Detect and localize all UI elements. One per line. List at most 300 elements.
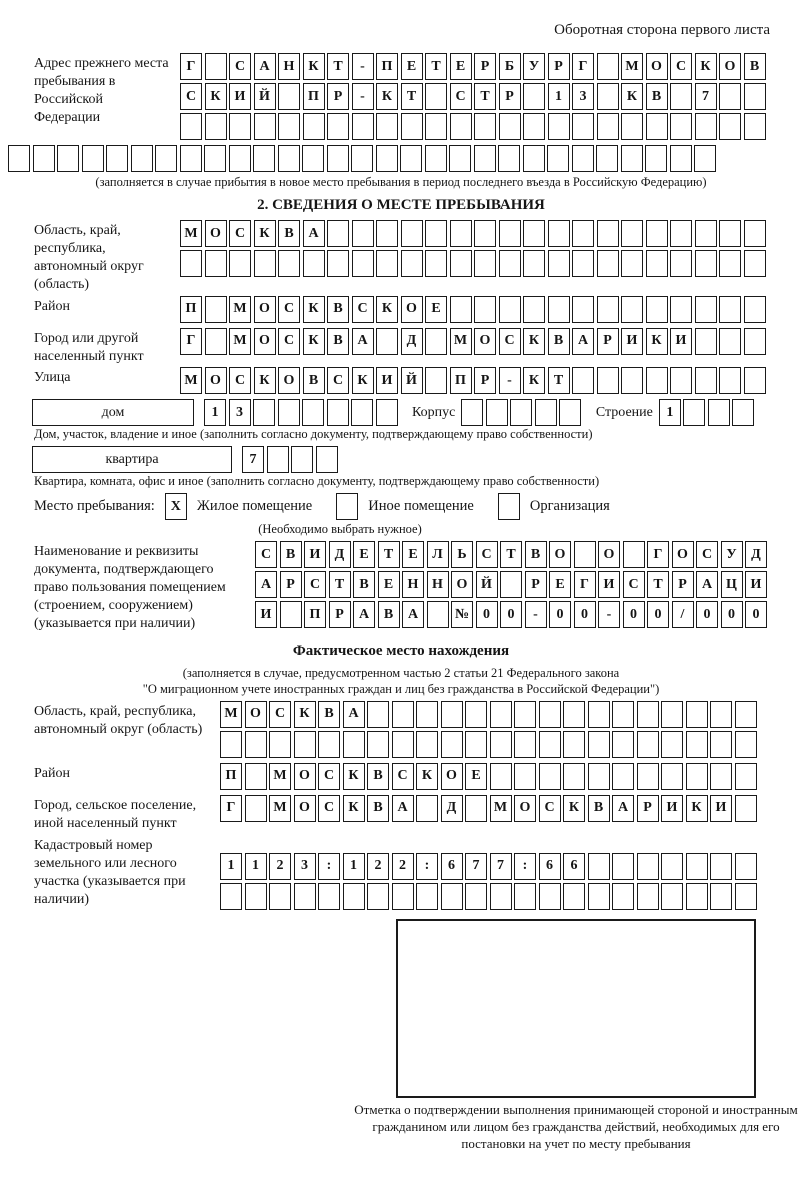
char-box[interactable] <box>686 853 708 880</box>
char-box[interactable]: 1 <box>204 399 226 426</box>
char-box[interactable]: К <box>523 367 545 394</box>
char-box[interactable] <box>563 701 585 728</box>
char-box[interactable]: М <box>220 701 242 728</box>
char-box[interactable]: 0 <box>476 601 498 628</box>
char-box[interactable]: А <box>402 601 424 628</box>
char-box[interactable] <box>588 701 610 728</box>
char-box[interactable] <box>623 541 645 568</box>
char-box[interactable] <box>376 328 398 355</box>
char-box[interactable] <box>318 883 340 910</box>
char-box[interactable]: О <box>598 541 620 568</box>
char-box[interactable]: К <box>646 328 668 355</box>
char-box[interactable] <box>523 220 545 247</box>
char-box[interactable]: 7 <box>490 853 512 880</box>
char-box[interactable]: : <box>514 853 536 880</box>
char-box[interactable]: : <box>318 853 340 880</box>
char-box[interactable]: Й <box>476 571 498 598</box>
char-box[interactable] <box>539 731 561 758</box>
char-box[interactable]: / <box>672 601 694 628</box>
char-box[interactable] <box>645 145 667 172</box>
char-box[interactable]: Е <box>378 571 400 598</box>
char-box[interactable] <box>401 250 423 277</box>
char-box[interactable] <box>155 145 177 172</box>
char-box[interactable]: А <box>352 328 374 355</box>
char-box[interactable]: К <box>376 83 398 110</box>
char-box[interactable]: К <box>376 296 398 323</box>
char-box[interactable] <box>205 296 227 323</box>
char-box[interactable]: И <box>670 328 692 355</box>
char-box[interactable]: О <box>294 763 316 790</box>
char-box[interactable]: К <box>416 763 438 790</box>
char-box[interactable]: - <box>352 53 374 80</box>
char-box[interactable] <box>450 250 472 277</box>
char-box[interactable]: П <box>220 763 242 790</box>
char-box[interactable] <box>351 145 373 172</box>
char-box[interactable]: В <box>588 795 610 822</box>
char-box[interactable]: О <box>719 53 741 80</box>
char-box[interactable] <box>302 145 324 172</box>
char-box[interactable] <box>535 399 557 426</box>
char-box[interactable] <box>695 296 717 323</box>
char-box[interactable]: Д <box>329 541 351 568</box>
char-box[interactable] <box>637 731 659 758</box>
char-box[interactable] <box>278 83 300 110</box>
char-box[interactable]: 6 <box>563 853 585 880</box>
char-box[interactable] <box>392 701 414 728</box>
char-box[interactable]: В <box>367 763 389 790</box>
char-box[interactable] <box>670 250 692 277</box>
char-box[interactable] <box>646 296 668 323</box>
char-box[interactable] <box>572 296 594 323</box>
char-box[interactable] <box>588 883 610 910</box>
char-box[interactable]: В <box>646 83 668 110</box>
char-box[interactable]: Р <box>327 83 349 110</box>
char-box[interactable] <box>719 113 741 140</box>
char-box[interactable]: 3 <box>229 399 251 426</box>
char-box[interactable]: М <box>621 53 643 80</box>
char-box[interactable] <box>220 731 242 758</box>
char-box[interactable] <box>486 399 508 426</box>
char-box[interactable]: 0 <box>623 601 645 628</box>
char-box[interactable]: Е <box>401 53 423 80</box>
char-box[interactable] <box>278 399 300 426</box>
char-box[interactable] <box>597 220 619 247</box>
char-box[interactable] <box>367 731 389 758</box>
char-box[interactable]: В <box>378 601 400 628</box>
char-box[interactable] <box>416 795 438 822</box>
char-box[interactable] <box>316 446 338 473</box>
char-box[interactable]: 1 <box>245 853 267 880</box>
char-box[interactable] <box>352 113 374 140</box>
char-box[interactable]: С <box>255 541 277 568</box>
char-box[interactable] <box>646 367 668 394</box>
char-box[interactable]: Д <box>745 541 767 568</box>
char-box[interactable]: А <box>612 795 634 822</box>
char-box[interactable] <box>376 145 398 172</box>
char-box[interactable] <box>427 601 449 628</box>
char-box[interactable]: Р <box>329 601 351 628</box>
char-box[interactable] <box>514 883 536 910</box>
char-box[interactable]: М <box>269 763 291 790</box>
char-box[interactable] <box>376 113 398 140</box>
char-box[interactable] <box>563 731 585 758</box>
char-box[interactable] <box>180 250 202 277</box>
char-box[interactable]: У <box>523 53 545 80</box>
char-box[interactable] <box>686 883 708 910</box>
char-box[interactable] <box>499 296 521 323</box>
char-box[interactable]: К <box>303 328 325 355</box>
char-box[interactable]: 0 <box>696 601 718 628</box>
char-box[interactable] <box>245 883 267 910</box>
char-box[interactable] <box>416 731 438 758</box>
char-box[interactable]: О <box>278 367 300 394</box>
char-box[interactable]: Ц <box>721 571 743 598</box>
char-box[interactable]: С <box>318 795 340 822</box>
char-box[interactable]: И <box>376 367 398 394</box>
char-box[interactable] <box>637 701 659 728</box>
char-box[interactable] <box>514 701 536 728</box>
char-box[interactable]: К <box>352 367 374 394</box>
char-box[interactable] <box>744 220 766 247</box>
char-box[interactable] <box>425 328 447 355</box>
char-box[interactable] <box>498 145 520 172</box>
char-box[interactable] <box>612 763 634 790</box>
char-box[interactable] <box>82 145 104 172</box>
char-box[interactable] <box>744 296 766 323</box>
char-box[interactable] <box>597 250 619 277</box>
char-box[interactable]: В <box>278 220 300 247</box>
char-box[interactable] <box>245 731 267 758</box>
char-box[interactable] <box>670 145 692 172</box>
char-box[interactable] <box>735 763 757 790</box>
char-box[interactable] <box>695 250 717 277</box>
char-box[interactable] <box>450 113 472 140</box>
char-box[interactable]: Б <box>499 53 521 80</box>
char-box[interactable] <box>695 367 717 394</box>
char-box[interactable] <box>710 701 732 728</box>
char-box[interactable] <box>441 701 463 728</box>
char-box[interactable] <box>670 367 692 394</box>
char-box[interactable]: 3 <box>294 853 316 880</box>
char-box[interactable] <box>376 250 398 277</box>
char-box[interactable] <box>205 53 227 80</box>
char-box[interactable] <box>719 83 741 110</box>
char-box[interactable]: В <box>367 795 389 822</box>
char-box[interactable]: С <box>278 296 300 323</box>
char-box[interactable]: С <box>327 367 349 394</box>
char-box[interactable]: С <box>318 763 340 790</box>
char-box[interactable] <box>490 731 512 758</box>
char-box[interactable]: Р <box>637 795 659 822</box>
char-box[interactable] <box>744 367 766 394</box>
char-box[interactable]: О <box>474 328 496 355</box>
char-box[interactable]: Л <box>427 541 449 568</box>
char-box[interactable] <box>597 296 619 323</box>
char-box[interactable] <box>621 296 643 323</box>
char-box[interactable]: С <box>269 701 291 728</box>
char-box[interactable] <box>392 731 414 758</box>
char-box[interactable] <box>719 250 741 277</box>
char-box[interactable]: С <box>696 541 718 568</box>
char-box[interactable]: А <box>392 795 414 822</box>
char-box[interactable] <box>57 145 79 172</box>
char-box[interactable] <box>376 220 398 247</box>
char-box[interactable]: В <box>327 328 349 355</box>
char-box[interactable] <box>278 250 300 277</box>
char-box[interactable]: В <box>280 541 302 568</box>
char-box[interactable]: Д <box>441 795 463 822</box>
char-box[interactable]: И <box>255 601 277 628</box>
char-box[interactable]: К <box>254 220 276 247</box>
char-box[interactable]: И <box>621 328 643 355</box>
char-box[interactable] <box>490 763 512 790</box>
char-box[interactable] <box>500 571 522 598</box>
char-box[interactable]: Й <box>401 367 423 394</box>
char-box[interactable] <box>744 328 766 355</box>
char-box[interactable] <box>735 701 757 728</box>
char-box[interactable] <box>229 145 251 172</box>
char-box[interactable] <box>719 328 741 355</box>
char-box[interactable] <box>646 250 668 277</box>
char-box[interactable]: О <box>646 53 668 80</box>
char-box[interactable] <box>596 145 618 172</box>
char-box[interactable] <box>269 731 291 758</box>
char-box[interactable]: : <box>416 853 438 880</box>
char-box[interactable]: Е <box>402 541 424 568</box>
char-box[interactable] <box>367 883 389 910</box>
char-box[interactable]: 3 <box>572 83 594 110</box>
char-box[interactable]: О <box>205 367 227 394</box>
char-box[interactable]: Н <box>402 571 424 598</box>
char-box[interactable] <box>612 853 634 880</box>
char-box[interactable] <box>572 250 594 277</box>
char-box[interactable]: 0 <box>549 601 571 628</box>
char-box[interactable] <box>710 763 732 790</box>
char-box[interactable]: К <box>294 701 316 728</box>
char-box[interactable] <box>719 296 741 323</box>
char-box[interactable] <box>449 145 471 172</box>
char-box[interactable] <box>735 853 757 880</box>
char-box[interactable] <box>710 883 732 910</box>
char-box[interactable]: 1 <box>548 83 570 110</box>
char-box[interactable]: Т <box>474 83 496 110</box>
char-box[interactable]: К <box>303 296 325 323</box>
char-box[interactable] <box>732 399 754 426</box>
char-box[interactable]: С <box>670 53 692 80</box>
apartment-type-box[interactable]: квартира <box>32 446 232 473</box>
char-box[interactable] <box>267 446 289 473</box>
char-box[interactable] <box>670 113 692 140</box>
char-box[interactable]: О <box>672 541 694 568</box>
char-box[interactable]: Т <box>647 571 669 598</box>
char-box[interactable] <box>253 145 275 172</box>
char-box[interactable] <box>547 145 569 172</box>
char-box[interactable] <box>572 367 594 394</box>
char-box[interactable] <box>278 145 300 172</box>
char-box[interactable]: С <box>229 367 251 394</box>
char-box[interactable]: Р <box>474 53 496 80</box>
char-box[interactable]: В <box>744 53 766 80</box>
char-box[interactable] <box>450 296 472 323</box>
char-box[interactable] <box>621 220 643 247</box>
char-box[interactable]: Е <box>465 763 487 790</box>
char-box[interactable] <box>621 145 643 172</box>
char-box[interactable] <box>563 883 585 910</box>
char-box[interactable]: И <box>710 795 732 822</box>
char-box[interactable] <box>352 250 374 277</box>
char-box[interactable] <box>695 328 717 355</box>
char-box[interactable] <box>229 250 251 277</box>
char-box[interactable] <box>499 113 521 140</box>
char-box[interactable] <box>425 367 447 394</box>
char-box[interactable] <box>744 83 766 110</box>
char-box[interactable]: И <box>598 571 620 598</box>
char-box[interactable] <box>744 250 766 277</box>
char-box[interactable]: М <box>450 328 472 355</box>
char-box[interactable] <box>180 113 202 140</box>
char-box[interactable]: Ь <box>451 541 473 568</box>
char-box[interactable]: О <box>205 220 227 247</box>
char-box[interactable] <box>490 883 512 910</box>
char-box[interactable]: Т <box>500 541 522 568</box>
char-box[interactable]: К <box>205 83 227 110</box>
char-box[interactable]: И <box>304 541 326 568</box>
char-box[interactable]: Е <box>450 53 472 80</box>
char-box[interactable] <box>499 220 521 247</box>
char-box[interactable] <box>621 113 643 140</box>
char-box[interactable] <box>416 701 438 728</box>
char-box[interactable] <box>450 220 472 247</box>
char-box[interactable] <box>670 296 692 323</box>
char-box[interactable]: 0 <box>745 601 767 628</box>
char-box[interactable] <box>719 220 741 247</box>
char-box[interactable]: А <box>353 601 375 628</box>
char-box[interactable]: Т <box>425 53 447 80</box>
char-box[interactable] <box>474 250 496 277</box>
char-box[interactable]: 0 <box>500 601 522 628</box>
char-box[interactable]: Г <box>180 53 202 80</box>
char-box[interactable]: С <box>229 220 251 247</box>
char-box[interactable]: Р <box>548 53 570 80</box>
char-box[interactable]: 2 <box>269 853 291 880</box>
char-box[interactable] <box>670 83 692 110</box>
char-box[interactable] <box>710 731 732 758</box>
char-box[interactable] <box>291 446 313 473</box>
char-box[interactable] <box>710 853 732 880</box>
char-box[interactable]: С <box>476 541 498 568</box>
char-box[interactable]: В <box>548 328 570 355</box>
char-box[interactable]: А <box>572 328 594 355</box>
char-box[interactable]: С <box>304 571 326 598</box>
char-box[interactable] <box>269 883 291 910</box>
char-box[interactable] <box>523 250 545 277</box>
char-box[interactable]: К <box>563 795 585 822</box>
char-box[interactable]: № <box>451 601 473 628</box>
char-box[interactable] <box>735 795 757 822</box>
char-box[interactable]: В <box>318 701 340 728</box>
char-box[interactable] <box>465 795 487 822</box>
char-box[interactable]: А <box>696 571 718 598</box>
char-box[interactable] <box>510 399 532 426</box>
char-box[interactable] <box>548 220 570 247</box>
char-box[interactable]: М <box>269 795 291 822</box>
char-box[interactable]: - <box>525 601 547 628</box>
char-box[interactable]: П <box>303 83 325 110</box>
char-box[interactable] <box>254 250 276 277</box>
char-box[interactable]: 0 <box>574 601 596 628</box>
char-box[interactable] <box>539 701 561 728</box>
char-box[interactable] <box>646 220 668 247</box>
char-box[interactable]: И <box>229 83 251 110</box>
char-box[interactable]: О <box>294 795 316 822</box>
char-box[interactable] <box>686 763 708 790</box>
char-box[interactable] <box>523 113 545 140</box>
char-box[interactable] <box>474 296 496 323</box>
char-box[interactable]: В <box>525 541 547 568</box>
char-box[interactable] <box>637 883 659 910</box>
char-box[interactable]: С <box>539 795 561 822</box>
char-box[interactable] <box>474 113 496 140</box>
char-box[interactable]: Т <box>401 83 423 110</box>
char-box[interactable] <box>597 83 619 110</box>
char-box[interactable] <box>694 145 716 172</box>
char-box[interactable]: 6 <box>539 853 561 880</box>
char-box[interactable] <box>686 701 708 728</box>
char-box[interactable] <box>612 731 634 758</box>
char-box[interactable]: Р <box>525 571 547 598</box>
char-box[interactable]: М <box>490 795 512 822</box>
char-box[interactable]: М <box>180 220 202 247</box>
char-box[interactable] <box>597 53 619 80</box>
char-box[interactable]: Д <box>401 328 423 355</box>
char-box[interactable] <box>695 113 717 140</box>
char-box[interactable] <box>253 399 275 426</box>
char-box[interactable] <box>425 145 447 172</box>
char-box[interactable]: К <box>343 763 365 790</box>
char-box[interactable]: Р <box>597 328 619 355</box>
char-box[interactable]: К <box>303 53 325 80</box>
char-box[interactable]: П <box>376 53 398 80</box>
char-box[interactable] <box>621 250 643 277</box>
char-box[interactable] <box>294 883 316 910</box>
char-box[interactable]: К <box>523 328 545 355</box>
char-box[interactable] <box>465 731 487 758</box>
char-box[interactable] <box>401 113 423 140</box>
char-box[interactable] <box>180 145 202 172</box>
char-box[interactable]: М <box>180 367 202 394</box>
char-box[interactable] <box>441 731 463 758</box>
char-box[interactable] <box>514 763 536 790</box>
char-box[interactable] <box>490 701 512 728</box>
char-box[interactable]: А <box>254 53 276 80</box>
char-box[interactable] <box>376 399 398 426</box>
char-box[interactable] <box>548 250 570 277</box>
char-box[interactable]: У <box>721 541 743 568</box>
char-box[interactable] <box>425 250 447 277</box>
char-box[interactable] <box>708 399 730 426</box>
char-box[interactable] <box>106 145 128 172</box>
char-box[interactable]: 7 <box>242 446 264 473</box>
char-box[interactable] <box>539 763 561 790</box>
char-box[interactable]: 6 <box>441 853 463 880</box>
char-box[interactable] <box>612 701 634 728</box>
char-box[interactable] <box>514 731 536 758</box>
char-box[interactable]: С <box>180 83 202 110</box>
char-box[interactable]: О <box>254 296 276 323</box>
char-box[interactable]: А <box>303 220 325 247</box>
char-box[interactable] <box>683 399 705 426</box>
char-box[interactable]: Н <box>278 53 300 80</box>
